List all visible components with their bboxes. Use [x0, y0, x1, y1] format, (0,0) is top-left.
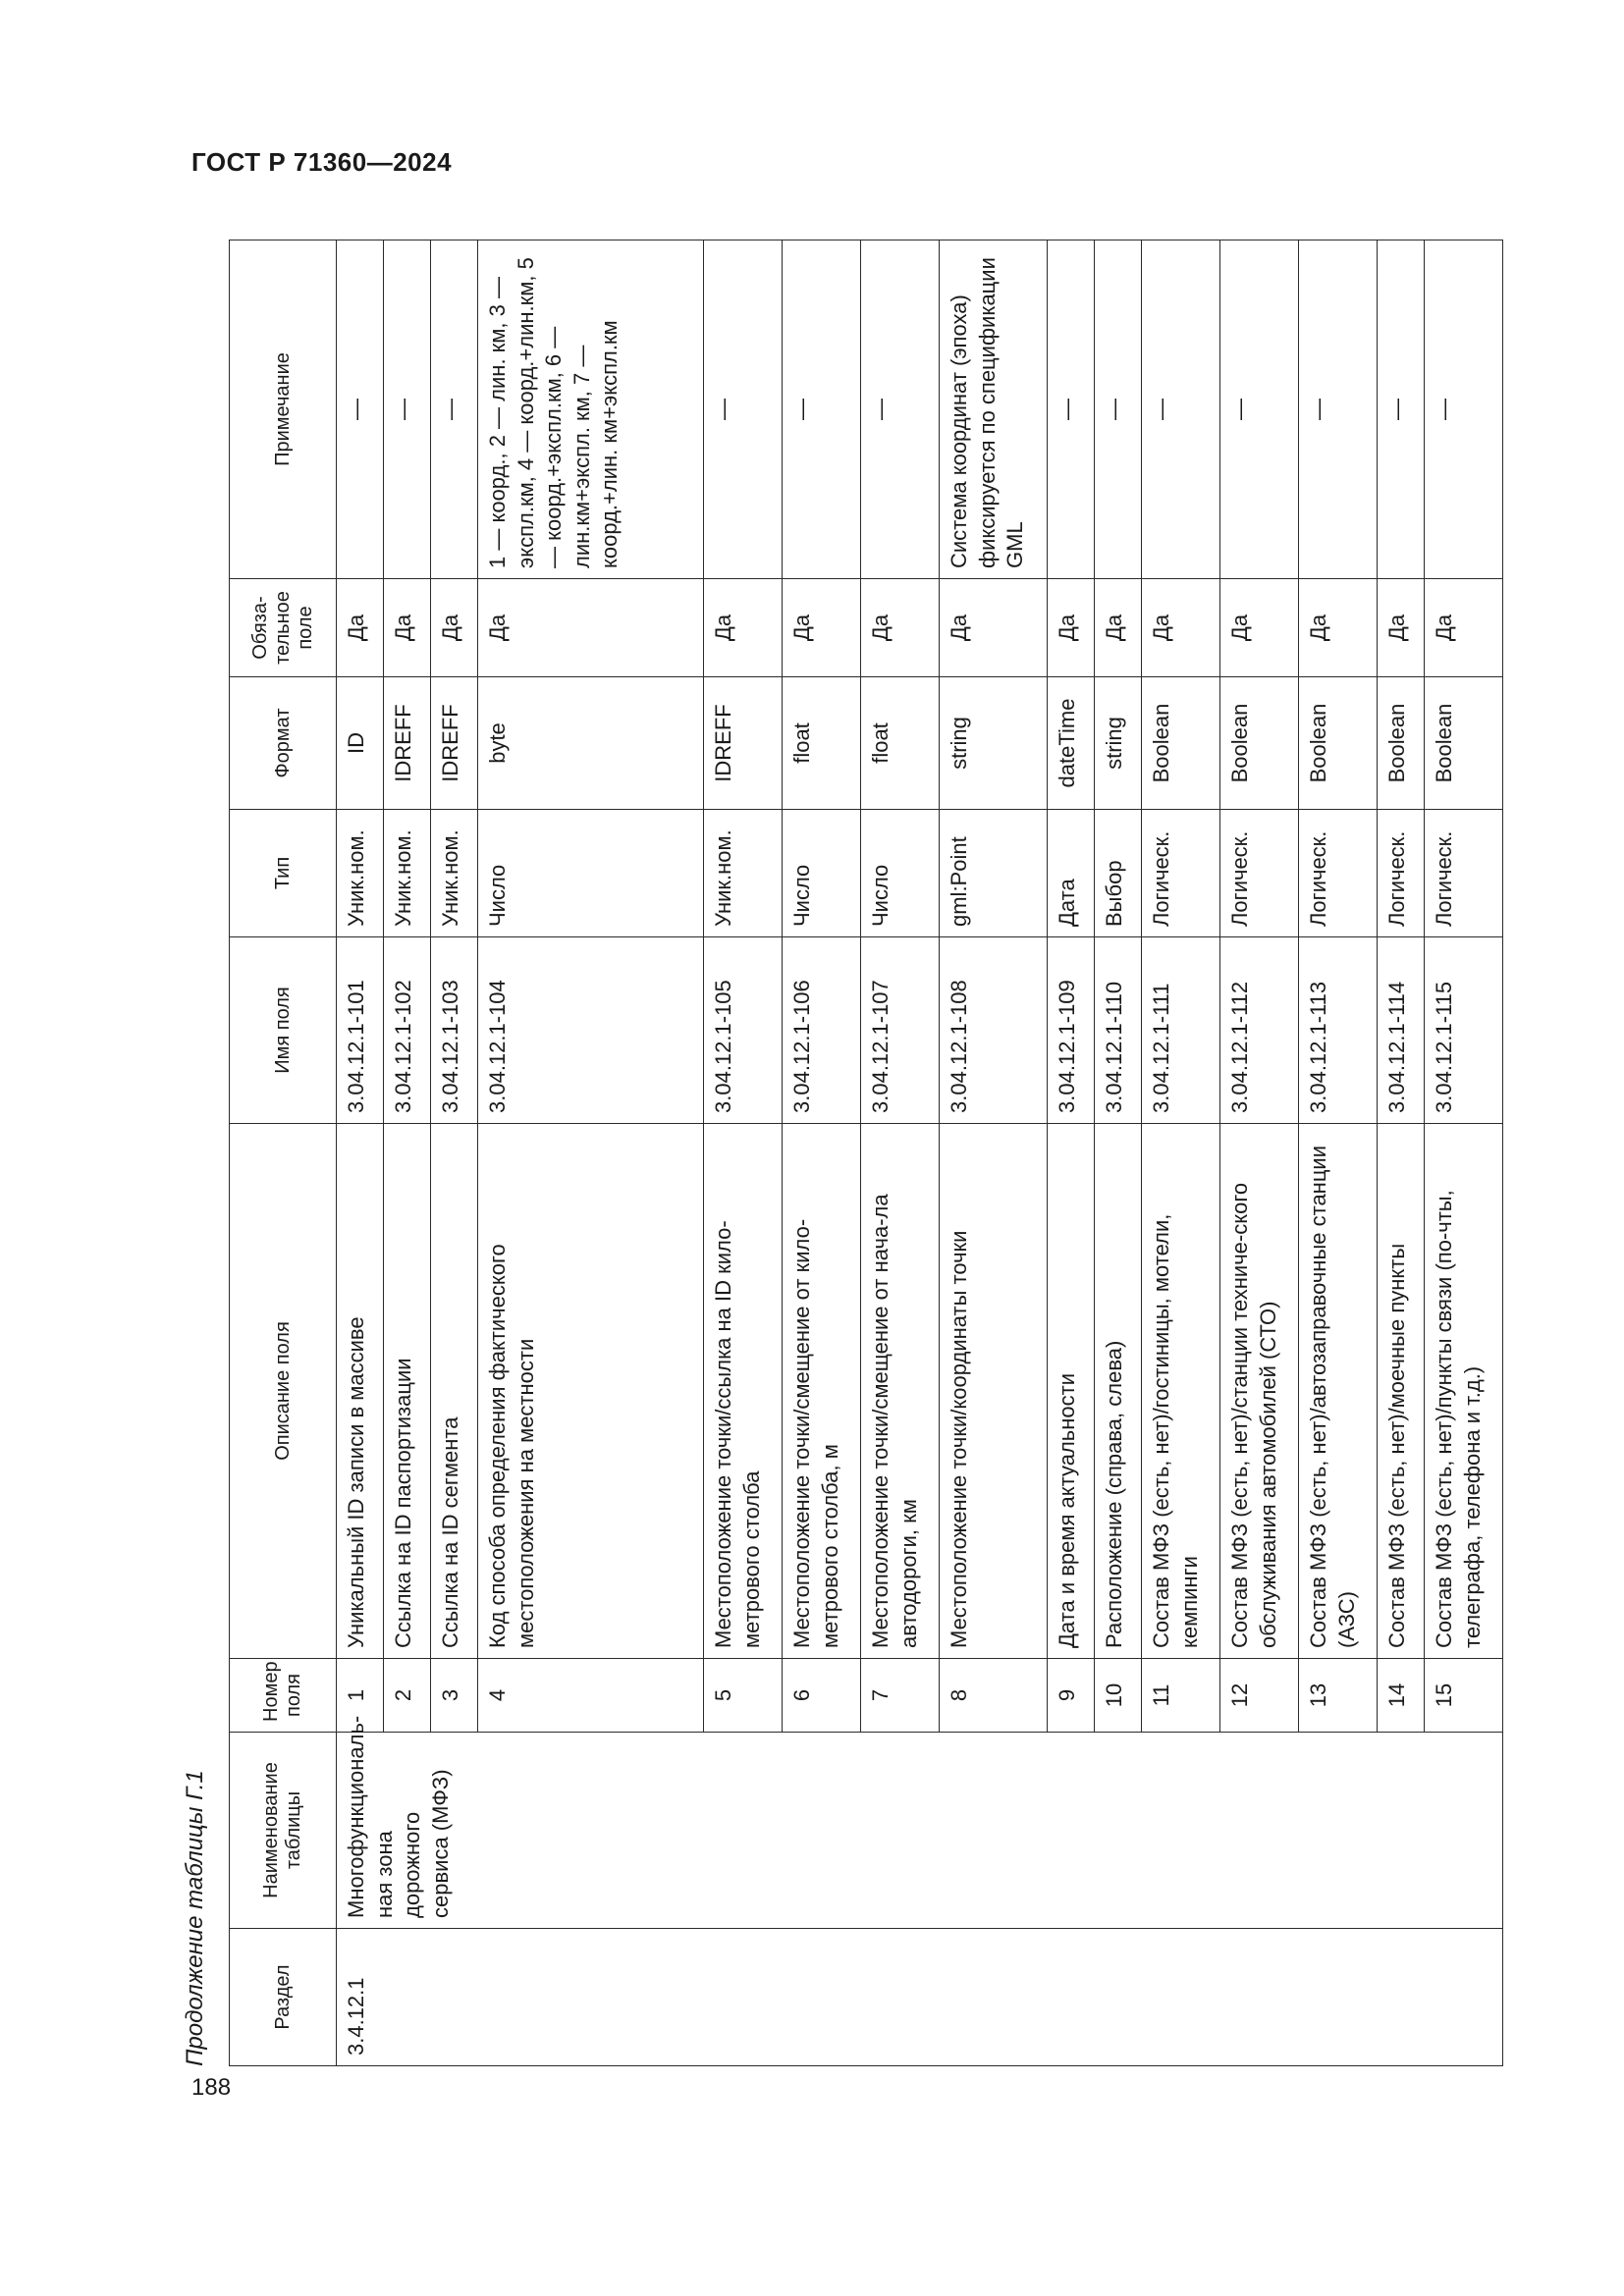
col-header-description: Описание поля — [230, 1124, 337, 1659]
field-name: 3.04.12.1-101 — [337, 937, 384, 1124]
field-required: Да — [478, 579, 704, 677]
field-note: — — [1299, 240, 1378, 579]
field-description: Уникальный ID записи в массиве — [337, 1124, 384, 1659]
field-number: 6 — [783, 1659, 861, 1733]
field-type: Уник.ном. — [704, 810, 783, 937]
field-description: Ссылка на ID паспортизации — [384, 1124, 431, 1659]
field-number: 5 — [704, 1659, 783, 1733]
col-header-type: Тип — [230, 810, 337, 937]
field-description: Состав МФЗ (есть, нет)/автозаправочные станции (АЗС) — [1299, 1124, 1378, 1659]
col-header-field-number: Номер поля — [230, 1659, 337, 1733]
field-description: Состав МФЗ (есть, нет)/станции техниче-ского обслуживания автомобилей (СТО) — [1220, 1124, 1299, 1659]
field-format: ID — [337, 677, 384, 810]
field-type: Уник.ном. — [337, 810, 384, 937]
field-required: Да — [337, 579, 384, 677]
field-type: Дата — [1048, 810, 1095, 937]
field-name: 3.04.12.1-113 — [1299, 937, 1378, 1124]
field-description: Местоположение точки/смещение от кило-метрового столба, м — [783, 1124, 861, 1659]
field-name: 3.04.12.1-115 — [1425, 937, 1503, 1124]
field-name: 3.04.12.1-114 — [1378, 937, 1425, 1124]
field-type: Логическ. — [1220, 810, 1299, 937]
field-format: IDREFF — [431, 677, 478, 810]
field-number: 2 — [384, 1659, 431, 1733]
field-format: Boolean — [1220, 677, 1299, 810]
field-description: Дата и время актуальности — [1048, 1124, 1095, 1659]
field-type: Логическ. — [1378, 810, 1425, 937]
field-number: 7 — [861, 1659, 940, 1733]
field-number: 12 — [1220, 1659, 1299, 1733]
field-number: 15 — [1425, 1659, 1503, 1733]
field-name: 3.04.12.1-109 — [1048, 937, 1095, 1124]
field-format: dateTime — [1048, 677, 1095, 810]
field-note: — — [704, 240, 783, 579]
field-required: Да — [1142, 579, 1220, 677]
field-note: Система координат (эпоха) фиксируется по спецификации GML — [940, 240, 1048, 579]
col-header-field-name: Имя поля — [230, 937, 337, 1124]
field-description: Местоположение точки/смещение от нача-ла автодороги, км — [861, 1124, 940, 1659]
field-name: 3.04.12.1-108 — [940, 937, 1048, 1124]
field-name: 3.04.12.1-103 — [431, 937, 478, 1124]
field-type: Логическ. — [1142, 810, 1220, 937]
field-format: string — [1095, 677, 1142, 810]
field-number: 1 — [337, 1659, 384, 1733]
field-note: — — [1142, 240, 1220, 579]
field-description: Состав МФЗ (есть, нет)/моечные пункты — [1378, 1124, 1425, 1659]
field-description: Код способа определения фактического местоположения на местности — [478, 1124, 704, 1659]
field-required: Да — [1220, 579, 1299, 677]
field-format: Boolean — [1142, 677, 1220, 810]
field-note: — — [861, 240, 940, 579]
field-note: — — [1095, 240, 1142, 579]
field-type: gml:Point — [940, 810, 1048, 937]
field-format: string — [940, 677, 1048, 810]
field-name: 3.04.12.1-110 — [1095, 937, 1142, 1124]
field-type: Уник.ном. — [384, 810, 431, 937]
field-name: 3.04.12.1-102 — [384, 937, 431, 1124]
field-type: Число — [861, 810, 940, 937]
field-name: 3.04.12.1-111 — [1142, 937, 1220, 1124]
field-name: 3.04.12.1-105 — [704, 937, 783, 1124]
field-note: — — [783, 240, 861, 579]
field-type: Число — [478, 810, 704, 937]
field-type: Число — [783, 810, 861, 937]
field-note: — — [337, 240, 384, 579]
field-number: 10 — [1095, 1659, 1142, 1733]
field-type: Выбор — [1095, 810, 1142, 937]
field-format: Boolean — [1378, 677, 1425, 810]
col-header-section: Раздел — [230, 1929, 337, 2066]
page-number: 188 — [191, 2074, 232, 2101]
field-required: Да — [940, 579, 1048, 677]
field-description: Местоположение точки/координаты точки — [940, 1124, 1048, 1659]
field-note: — — [1048, 240, 1095, 579]
field-name: 3.04.12.1-112 — [1220, 937, 1299, 1124]
field-note: — — [1425, 240, 1503, 579]
field-number: 4 — [478, 1659, 704, 1733]
field-format: Boolean — [1299, 677, 1378, 810]
field-format: byte — [478, 677, 704, 810]
field-description: Расположение (справа, слева) — [1095, 1124, 1142, 1659]
field-type: Логическ. — [1299, 810, 1378, 937]
field-required: Да — [384, 579, 431, 677]
field-number: 14 — [1378, 1659, 1425, 1733]
document-header: ГОСТ Р 71360—2024 — [191, 147, 453, 177]
field-note: — — [1220, 240, 1299, 579]
field-type: Уник.ном. — [431, 810, 478, 937]
table-row — [337, 240, 384, 2066]
field-format: float — [861, 677, 940, 810]
field-description: Состав МФЗ (есть, нет)/пункты связи (по-чты, телеграфа, телефона и т.д.) — [1425, 1124, 1503, 1659]
field-number: 3 — [431, 1659, 478, 1733]
fields-table — [229, 240, 1503, 2066]
table-name-cell: Многофункциональ-ная зона дорожного сервиса (МФЗ) — [337, 1733, 1503, 1929]
field-format: Boolean — [1425, 677, 1503, 810]
field-description: Ссылка на ID сегмента — [431, 1124, 478, 1659]
field-required: Да — [431, 579, 478, 677]
field-format: IDREFF — [384, 677, 431, 810]
field-description: Местоположение точки/ссылка на ID кило-метрового столба — [704, 1124, 783, 1659]
col-header-format: Формат — [230, 677, 337, 810]
field-note: — — [384, 240, 431, 579]
field-description: Состав МФЗ (есть, нет)/гостиницы, мотели, кемпинги — [1142, 1124, 1220, 1659]
col-header-table-name: Наименование таблицы — [230, 1733, 337, 1929]
field-required: Да — [704, 579, 783, 677]
field-required: Да — [1425, 579, 1503, 677]
field-name: 3.04.12.1-106 — [783, 937, 861, 1124]
field-number: 9 — [1048, 1659, 1095, 1733]
field-required: Да — [1048, 579, 1095, 677]
field-required: Да — [1299, 579, 1378, 677]
col-header-required: Обяза-тельное поле — [230, 579, 337, 677]
field-type: Логическ. — [1425, 810, 1503, 937]
field-note: 1 — коорд., 2 — лин. км, 3 — экспл.км, 4 — коорд.+лин.км, 5 — коорд.+экспл.км, 6 — лин.км+экспл. км, 7 — коорд.+лин. км+экспл.км — [478, 240, 704, 579]
section-cell: 3.4.12.1 — [337, 1929, 1503, 2066]
table-header-row — [230, 240, 337, 2066]
field-note: — — [1378, 240, 1425, 579]
field-required: Да — [1095, 579, 1142, 677]
col-header-note: Примечание — [230, 240, 337, 579]
field-note: — — [431, 240, 478, 579]
field-required: Да — [783, 579, 861, 677]
field-number: 8 — [940, 1659, 1048, 1733]
table-caption: Продолжение таблицы Г.1 — [182, 1770, 208, 2066]
field-name: 3.04.12.1-107 — [861, 937, 940, 1124]
field-name: 3.04.12.1-104 — [478, 937, 704, 1124]
field-format: IDREFF — [704, 677, 783, 810]
field-number: 11 — [1142, 1659, 1220, 1733]
field-number: 13 — [1299, 1659, 1378, 1733]
field-required: Да — [1378, 579, 1425, 677]
field-format: float — [783, 677, 861, 810]
field-required: Да — [861, 579, 940, 677]
rotated-table-block — [167, 221, 1492, 2066]
